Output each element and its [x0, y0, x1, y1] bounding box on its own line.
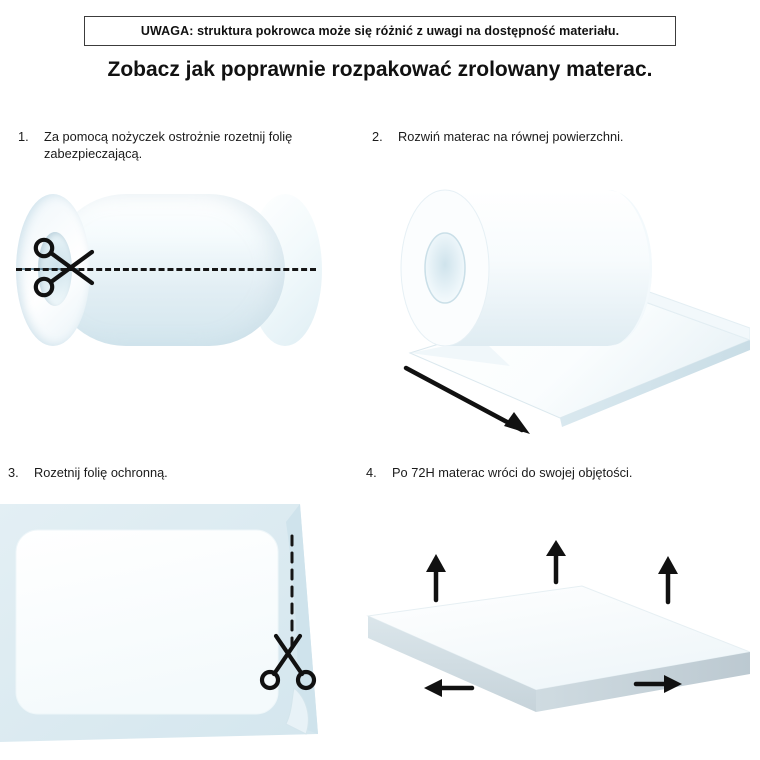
- step-1-text: Za pomocą nożyczek ostrożnie rozetnij folię zabezpieczającą.: [44, 129, 293, 162]
- step-3-number: 3.: [8, 465, 19, 480]
- notice-text: UWAGA: struktura pokrowca może się różnić z uwagi na dostępność materiału.: [140, 24, 620, 38]
- step-4-header: [366, 464, 726, 481]
- scissors-icon: [32, 236, 98, 300]
- step-3-header: [8, 464, 328, 481]
- step-1-header: [18, 128, 318, 163]
- step-4-illustration: [350, 540, 750, 730]
- unrolling-mattress-graphic: [350, 168, 750, 438]
- step-1-number: 1.: [18, 129, 29, 144]
- notice-banner: [84, 16, 676, 46]
- step-4-number: 4.: [366, 465, 377, 480]
- expanding-mattress-graphic: [350, 540, 750, 730]
- step-3-text: Rozetnij folię ochronną.: [34, 465, 168, 480]
- step-4-text: Po 72H materac wróci do swojej objętości.: [392, 465, 633, 480]
- step-2-header: [372, 128, 702, 145]
- step-2-text: Rozwiń materac na równej powierzchni.: [398, 129, 624, 144]
- step-2-illustration: [350, 168, 750, 438]
- page-title: Zobacz jak poprawnie rozpakować zrolowany materac.: [107, 58, 653, 81]
- step-1-illustration: [10, 180, 340, 380]
- step-3-illustration: [0, 502, 340, 752]
- film-cut-graphic: [0, 502, 340, 752]
- step-2-number: 2.: [372, 129, 383, 144]
- scissors-icon: [258, 630, 320, 692]
